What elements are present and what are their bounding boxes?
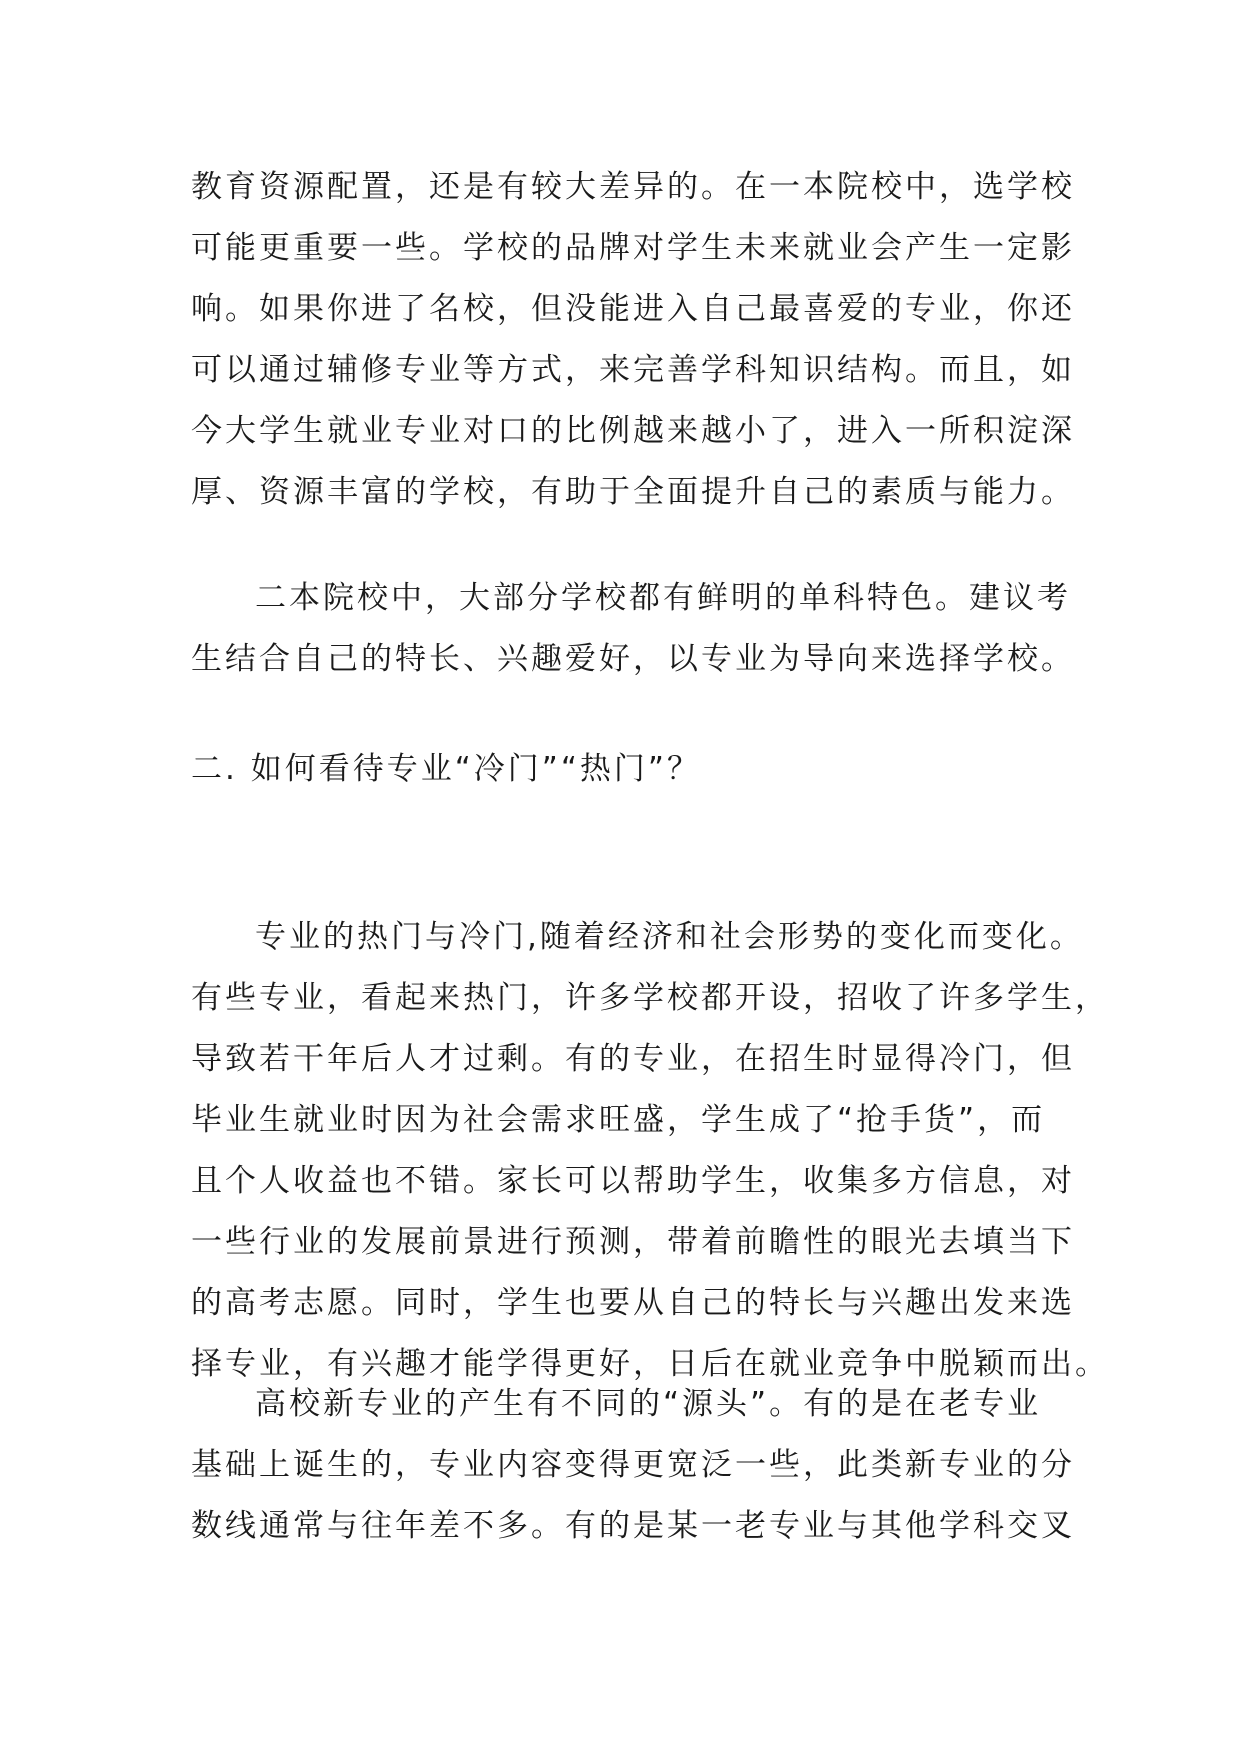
paragraph-second-tier xyxy=(191,568,1075,690)
text-line: 响。如果你进了名校，但没能进入自己最喜爱的专业，你还 xyxy=(191,291,1075,327)
text-line: 基础上诞生的，专业内容变得更宽泛一些，此类新专业的分 xyxy=(191,1447,1075,1483)
text-line: 且个人收益也不错。家长可以帮助学生，收集多方信息，对 xyxy=(191,1163,1075,1199)
section-heading xyxy=(191,739,1051,800)
section-heading-text: 二. 如何看待专业“冷门”“热门”？ xyxy=(191,751,701,787)
text-line: 生结合自己的特长、兴趣爱好，以专业为导向来选择学校。 xyxy=(191,641,1075,677)
text-line: 择专业，有兴趣才能学得更好，日后在就业竞争中脱颖而出。 xyxy=(191,1346,1109,1382)
text-line: 一些行业的发展前景进行预测，带着前瞻性的眼光去填当下 xyxy=(191,1224,1075,1260)
paragraph-hot-cold-majors xyxy=(191,907,1109,1395)
text-line: 厚、资源丰富的学校，有助于全面提升自己的素质与能力。 xyxy=(191,474,1075,510)
paragraph-school-choice xyxy=(191,157,1075,523)
text-line: 今大学生就业专业对口的比例越来越小了，进入一所积淀深 xyxy=(191,413,1075,449)
text-line: 的高考志愿。同时，学生也要从自己的特长与兴趣出发来选 xyxy=(191,1285,1075,1321)
text-line: 可能更重要一些。学校的品牌对学生未来就业会产生一定影 xyxy=(191,230,1075,266)
text-line: 二本院校中，大部分学校都有鲜明的单科特色。建议考 xyxy=(255,580,1071,616)
text-line: 毕业生就业时因为社会需求旺盛，学生成了“抢手货”，而 xyxy=(191,1102,1046,1138)
paragraph-new-majors xyxy=(191,1374,1075,1557)
text-line: 导致若干年后人才过剩。有的专业，在招生时显得冷门，但 xyxy=(191,1041,1075,1077)
text-line: 高校新专业的产生有不同的“源头”。有的是在老专业 xyxy=(255,1386,1042,1422)
text-line: 教育资源配置，还是有较大差异的。在一本院校中，选学校 xyxy=(191,169,1075,205)
text-line: 可以通过辅修专业等方式，来完善学科知识结构。而且，如 xyxy=(191,352,1075,388)
text-line: 专业的热门与冷门,随着经济和社会形势的变化而变化。 xyxy=(255,919,1084,955)
text-line: 有些专业，看起来热门，许多学校都开设，招收了许多学生， xyxy=(191,980,1109,1016)
text-line: 数线通常与往年差不多。有的是某一老专业与其他学科交叉 xyxy=(191,1508,1075,1544)
